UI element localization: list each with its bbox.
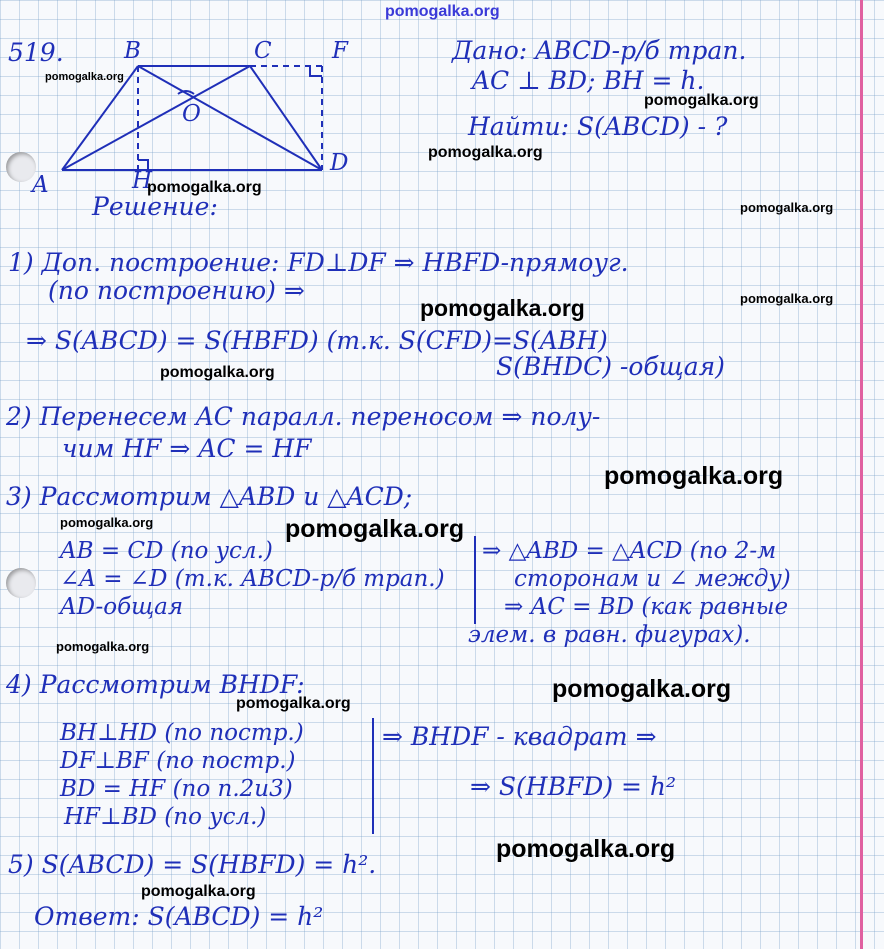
step4-left3: BD = HF (по п.2и3) bbox=[60, 776, 293, 802]
step1-line4: S(BHDC) -общая) bbox=[496, 352, 725, 381]
find-line: Найти: S(ABCD) - ? bbox=[468, 112, 728, 141]
step3-left2: ∠A = ∠D (т.к. ABCD-р/б трап.) bbox=[60, 566, 445, 592]
solution-title: Решение: bbox=[92, 192, 218, 221]
step4-brace bbox=[372, 718, 374, 834]
diagonal-bd bbox=[138, 66, 322, 170]
step4-left1: BH⊥HD (по постр.) bbox=[60, 720, 304, 746]
watermark: pomogalka.org bbox=[552, 675, 732, 703]
step3-right2: сторонам и ∠ между) bbox=[514, 566, 791, 592]
side-cd bbox=[250, 66, 322, 170]
watermark: pomogalka.org bbox=[428, 144, 543, 161]
step5-line1: 5) S(ABCD) = S(HBFD) = h². bbox=[8, 850, 377, 879]
label-c: C bbox=[254, 38, 272, 64]
step1-line2: (по построению) ⇒ bbox=[48, 276, 305, 305]
watermark: pomogalka.org bbox=[60, 515, 154, 530]
watermark: pomogalka.org bbox=[496, 835, 676, 863]
watermark: pomogalka.org bbox=[45, 71, 124, 83]
step3-left3: AD-общая bbox=[60, 594, 184, 620]
step3-left1: AB = CD (по усл.) bbox=[60, 538, 273, 564]
step2-line2: чим HF ⇒ AC = HF bbox=[62, 434, 312, 463]
label-f: F bbox=[332, 38, 348, 64]
label-o: O bbox=[182, 101, 201, 127]
watermark: pomogalka.org bbox=[147, 179, 262, 196]
watermark: pomogalka.org bbox=[740, 200, 834, 215]
step1-line1: 1) Доп. построение: FD⊥DF ⇒ HBFD-прямоуг. bbox=[8, 248, 629, 277]
watermark: pomogalka.org bbox=[604, 462, 784, 490]
step3-right1: ⇒ △ABD = △ACD (по 2-м bbox=[482, 538, 777, 564]
step4-right2: ⇒ S(HBFD) = h² bbox=[470, 772, 677, 801]
watermark: pomogalka.org bbox=[141, 883, 256, 900]
watermark: pomogalka.org bbox=[420, 295, 585, 321]
step4-left2: DF⊥BF (по постр.) bbox=[60, 748, 296, 774]
step3-brace bbox=[474, 536, 476, 624]
step1-line3: ⇒ S(ABCD) = S(HBFD) (т.к. S(CFD)=S(ABH) bbox=[26, 326, 608, 355]
watermark: pomogalka.org bbox=[740, 291, 834, 306]
label-d: D bbox=[330, 150, 349, 176]
right-angle-f bbox=[310, 66, 322, 76]
label-a: A bbox=[32, 172, 49, 198]
watermark: pomogalka.org bbox=[285, 515, 465, 543]
step4-right1: ⇒ BHDF - квадрат ⇒ bbox=[382, 722, 657, 751]
given-line-2: AC ⊥ BD; BH = h. bbox=[472, 66, 705, 95]
problem-number: 519. bbox=[8, 38, 64, 67]
label-b: B bbox=[124, 38, 141, 64]
step3-right3: ⇒ AC = BD (как равные bbox=[504, 594, 789, 620]
watermark-top: pomogalka.org bbox=[385, 3, 500, 20]
watermark: pomogalka.org bbox=[160, 364, 275, 381]
step4-left4: HF⊥BD (по усл.) bbox=[64, 804, 267, 830]
watermark: pomogalka.org bbox=[644, 92, 759, 109]
step4-line1: 4) Рассмотрим BHDF: bbox=[6, 670, 305, 699]
step3-right4: элем. в равн. фигурах). bbox=[468, 622, 751, 648]
given-line-1: Дано: ABCD-р/б трап. bbox=[452, 36, 747, 65]
answer-line: Ответ: S(ABCD) = h² bbox=[34, 902, 324, 931]
watermark: pomogalka.org bbox=[56, 639, 150, 654]
label-h: H bbox=[132, 168, 153, 194]
watermark: pomogalka.org bbox=[236, 695, 351, 712]
step2-line1: 2) Перенесем AC паралл. переносом ⇒ полу- bbox=[6, 402, 601, 431]
step3-line1: 3) Рассмотрим △ABD и △ACD; bbox=[6, 482, 413, 511]
